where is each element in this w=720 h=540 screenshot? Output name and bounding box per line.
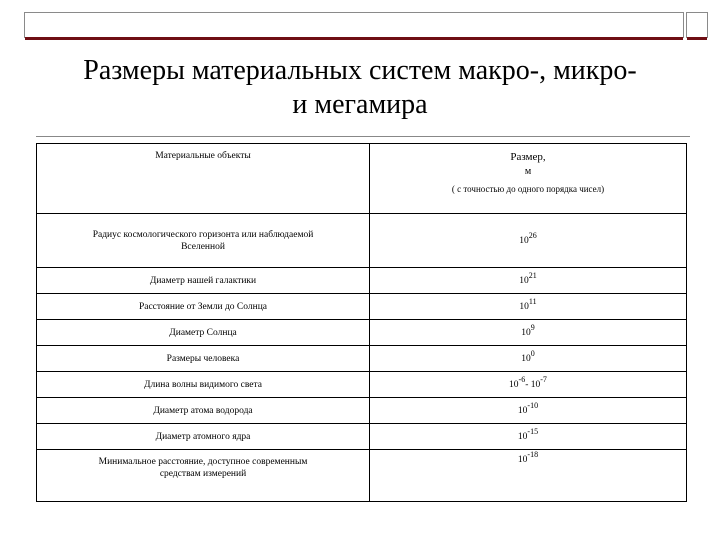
- size-value: [519, 296, 537, 312]
- size-value: [517, 400, 539, 416]
- size-base: 10: [521, 327, 531, 338]
- size-base: 10: [521, 353, 531, 364]
- object-line1: Радиус космологического горизонта или наблюдаемой: [92, 229, 314, 240]
- size-cell: [370, 294, 687, 320]
- size-exponent: -6: [518, 374, 526, 384]
- size-base: 10: [519, 301, 529, 312]
- object-cell: Расстояние от Земли до Солнца: [37, 294, 370, 320]
- size-base-2: 10: [530, 379, 541, 390]
- size-base: 10: [517, 405, 528, 416]
- header-size-line2: м: [524, 166, 532, 177]
- table-row: [37, 450, 687, 502]
- size-base: 10: [519, 275, 529, 286]
- object-cell: Диаметр атома водорода: [37, 398, 370, 424]
- object-cell: Длина волны видимого света: [37, 372, 370, 398]
- size-cell: [370, 450, 687, 502]
- size-exponent: -15: [527, 426, 539, 436]
- table-row: [37, 214, 687, 268]
- size-value: [509, 374, 547, 390]
- size-value: [521, 348, 535, 364]
- size-cell: [370, 320, 687, 346]
- table-header-row: [37, 144, 687, 214]
- size-exponent: -10: [527, 400, 539, 410]
- size-cell: [370, 398, 687, 424]
- object-cell: Диаметр Солнца: [37, 320, 370, 346]
- title-line-2: и мегамира: [292, 89, 428, 120]
- size-cell: [370, 346, 687, 372]
- slide-title: [24, 54, 696, 122]
- size-base: 10: [517, 431, 528, 442]
- object-cell: Диаметр атомного ядра: [37, 424, 370, 450]
- object-line2: Вселенной: [181, 241, 225, 252]
- title-divider: [36, 136, 690, 137]
- size-value: [517, 426, 539, 442]
- object-line1: Минимальное расстояние, доступное современным: [98, 457, 308, 467]
- table-row: [37, 372, 687, 398]
- table-row: [37, 320, 687, 346]
- size-cell: [370, 214, 687, 268]
- size-cell: [370, 372, 687, 398]
- table-row: [37, 398, 687, 424]
- object-line2: средствам измерений: [159, 469, 247, 479]
- size-exponent: 26: [528, 230, 537, 240]
- object-cell: Диаметр нашей галактики: [37, 268, 370, 294]
- title-line-1: Размеры материальных систем макро-, микро-: [83, 55, 637, 86]
- table-row: [37, 424, 687, 450]
- size-exponent-2: -7: [540, 374, 547, 384]
- sizes-table: [36, 143, 687, 502]
- size-cell: [370, 268, 687, 294]
- header-objects: Материальные объекты: [37, 144, 370, 214]
- size-base: 10: [517, 455, 528, 465]
- table-row: [37, 346, 687, 372]
- size-exponent: 9: [530, 322, 535, 332]
- header-size-line1: Размер,: [510, 151, 546, 163]
- table-row: [37, 268, 687, 294]
- size-exponent: 11: [528, 296, 537, 306]
- size-base: 10: [519, 235, 529, 246]
- object-cell: [37, 214, 370, 268]
- size-value: [519, 270, 537, 286]
- size-exponent: 0: [530, 348, 535, 358]
- size-value: [517, 450, 539, 465]
- corner-banner-frame: [686, 12, 708, 38]
- size-range-separator: -: [525, 379, 531, 390]
- size-base: 10: [509, 379, 519, 390]
- object-cell: Размеры человека: [37, 346, 370, 372]
- header-size-line3: ( с точностью до одного порядка чисел): [451, 184, 605, 194]
- size-exponent: -18: [527, 450, 539, 459]
- table-row: [37, 294, 687, 320]
- header-size: [370, 144, 687, 214]
- top-banner-frame: [24, 12, 684, 38]
- size-value: [519, 230, 537, 246]
- object-cell: [37, 450, 370, 502]
- size-cell: [370, 424, 687, 450]
- size-exponent: 21: [528, 270, 537, 280]
- size-value: [521, 322, 535, 338]
